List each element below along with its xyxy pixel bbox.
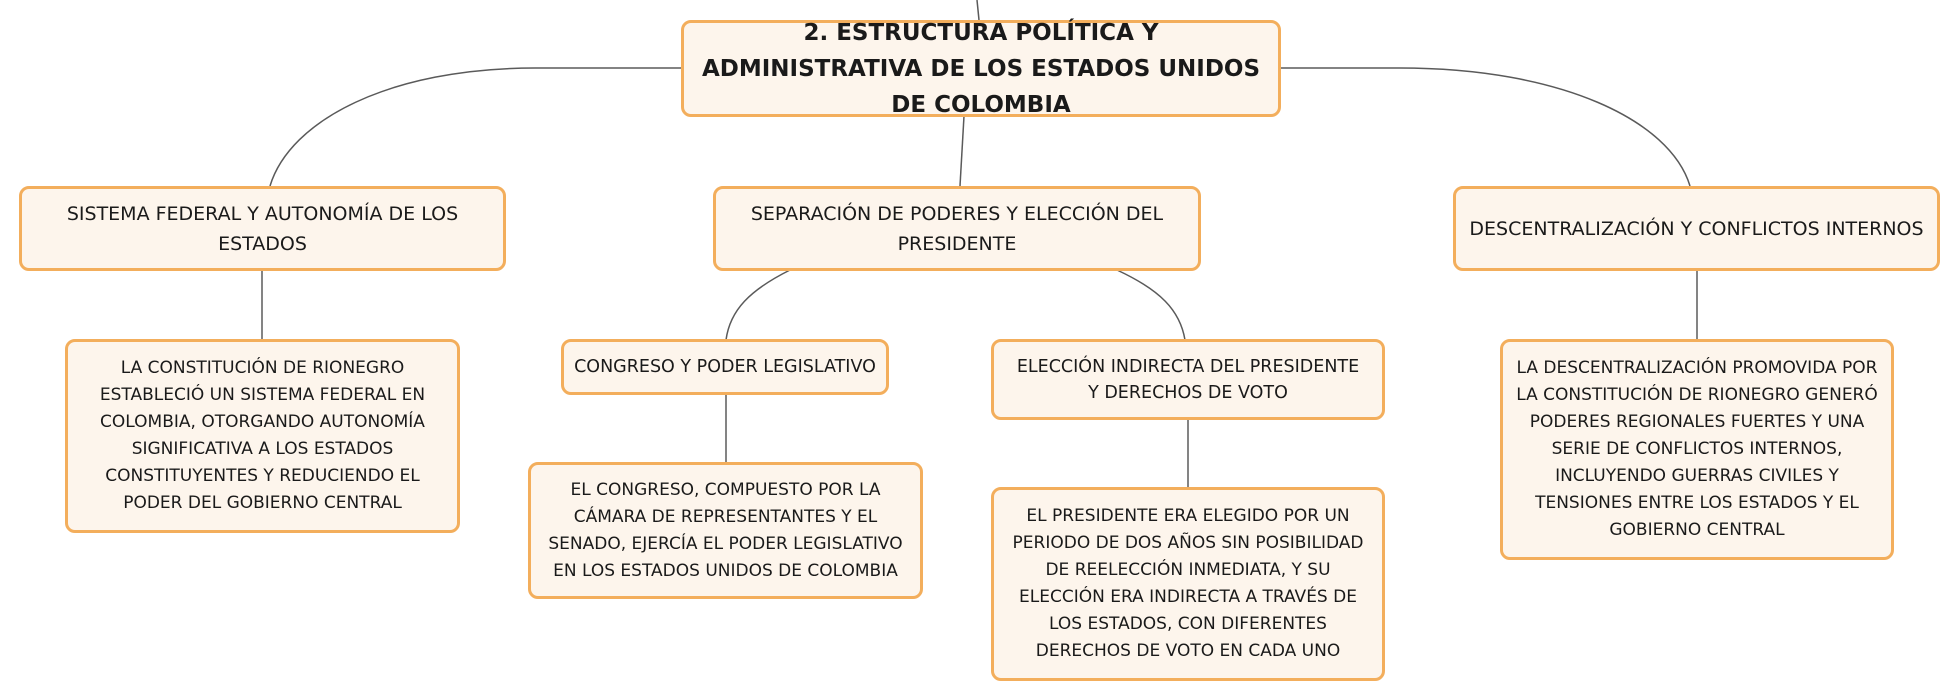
link-separation-congress [726, 270, 790, 340]
detail-indirect-election[interactable] [991, 487, 1385, 681]
subtopic-congress-title: CONGRESO Y PODER LEGISLATIVO [574, 357, 876, 377]
subtopic-congress[interactable] [561, 339, 889, 395]
detail-federal-system[interactable] [65, 339, 460, 533]
link-root-decentralization [1279, 68, 1690, 186]
detail-congress[interactable] [528, 462, 923, 599]
root-topic-node[interactable] [681, 20, 1281, 117]
detail-decentralization-text: LA DESCENTRALIZACIÓN PROMOVIDA POR LA CONSTITUCIÓN DE RIONEGRO GENERÓ PODERES REGIONALES FUERTES Y UNA SERIE DE CONFLICTOS INTERNOS, INCLUYENDO GUERRAS CIVILES Y TENSIONES ENTRE LOS ESTADOS Y EL GOBIERNO CENTRAL [1516, 358, 1878, 540]
detail-federal-system-text: LA CONSTITUCIÓN DE RIONEGRO ESTABLECIÓ UN SISTEMA FEDERAL EN COLOMBIA, OTORGANDO AUTONOMÍA SIGNIFICATIVA A LOS ESTADOS CONSTITUYENTES Y REDUCIENDO EL PODER DEL GOBIERNO CENTRAL [99, 358, 426, 513]
topic-federal-system-title: SISTEMA FEDERAL Y AUTONOMÍA DE LOS ESTADOS [66, 202, 459, 255]
detail-decentralization[interactable] [1500, 339, 1894, 560]
detail-congress-text: EL CONGRESO, COMPUESTO POR LA CÁMARA DE REPRESENTANTES Y EL SENADO, EJERCÍA EL PODER LEGISLATIVO EN LOS ESTADOS UNIDOS DE COLOMBIA [548, 479, 903, 581]
topic-federal-system[interactable] [19, 186, 506, 271]
link-root-federal [270, 68, 681, 186]
subtopic-indirect-election[interactable] [991, 339, 1385, 420]
root-topic-title: 2. ESTRUCTURA POLÍTICA Y ADMINISTRATIVA DE LOS ESTADOS UNIDOS DE COLOMBIA [701, 19, 1261, 118]
detail-indirect-election-text: EL PRESIDENTE ERA ELEGIDO POR UN PERIODO DE DOS AÑOS SIN POSIBILIDAD DE REELECCIÓN INMEDIATA, Y SU ELECCIÓN ERA INDIRECTA A TRAVÉS DE LOS ESTADOS, CON DIFERENTES DERECHOS DE VOTO EN CADA UNO [1012, 506, 1364, 661]
subtopic-indirect-election-title: ELECCIÓN INDIRECTA DEL PRESIDENTE Y DERECHOS DE VOTO [1016, 356, 1360, 403]
topic-decentralization-title: DESCENTRALIZACIÓN Y CONFLICTOS INTERNOS [1469, 217, 1924, 240]
topic-separation-of-powers[interactable] [713, 186, 1201, 271]
topic-decentralization[interactable] [1453, 186, 1940, 271]
link-separation-election [1117, 270, 1185, 340]
link-root-separation [960, 116, 964, 186]
topic-separation-of-powers-title: SEPARACIÓN DE PODERES Y ELECCIÓN DEL PRESIDENTE [750, 202, 1164, 255]
